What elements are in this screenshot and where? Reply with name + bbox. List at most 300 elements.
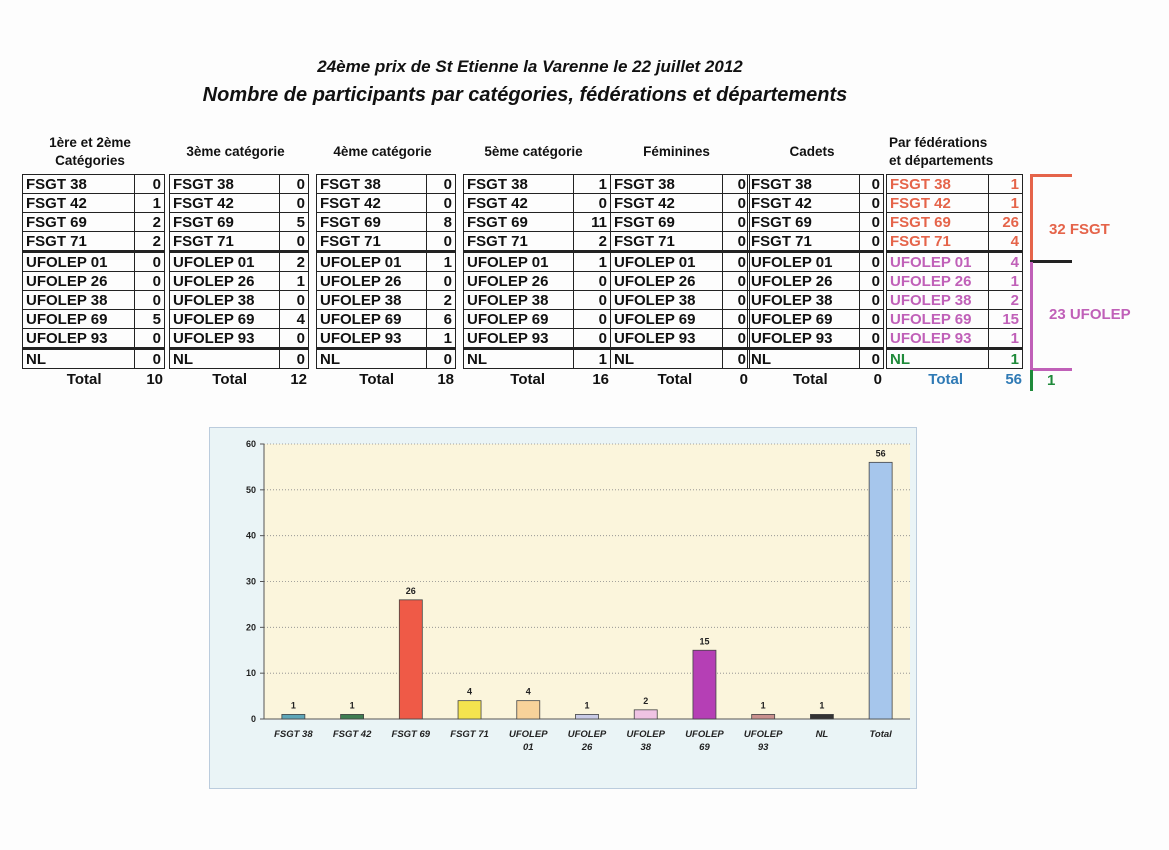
table-row bbox=[317, 291, 456, 310]
row-value: 4 bbox=[989, 252, 1023, 272]
row-label: FSGT 69 bbox=[887, 213, 989, 232]
x-tick-label-line: 38 bbox=[640, 742, 652, 753]
row-value: 0 bbox=[574, 291, 611, 310]
x-tick-label bbox=[816, 729, 829, 740]
total-value: 10 bbox=[146, 371, 163, 388]
x-tick-label-line: UFOLEP bbox=[626, 729, 665, 740]
table-row bbox=[464, 291, 611, 310]
table-row bbox=[464, 329, 611, 349]
total-row bbox=[169, 369, 309, 388]
table-row bbox=[23, 310, 165, 329]
total-row bbox=[22, 369, 165, 388]
row-value: 0 bbox=[723, 291, 750, 310]
data-label: 4 bbox=[467, 686, 473, 697]
x-tick-label-line: UFOLEP bbox=[509, 729, 548, 740]
row-value: 15 bbox=[989, 310, 1023, 329]
row-label: NL bbox=[887, 349, 989, 369]
table-row bbox=[611, 175, 750, 194]
x-tick-label bbox=[626, 729, 665, 753]
row-value: 0 bbox=[723, 329, 750, 349]
group-label-ufolep: 23 UFOLEP bbox=[1049, 306, 1131, 323]
row-value: 0 bbox=[280, 194, 309, 213]
row-label: UFOLEP 01 bbox=[23, 252, 135, 272]
row-label: FSGT 42 bbox=[464, 194, 574, 213]
row-value: 1 bbox=[574, 349, 611, 369]
table-row bbox=[464, 310, 611, 329]
row-value: 2 bbox=[989, 291, 1023, 310]
table-row bbox=[317, 272, 456, 291]
category-grid bbox=[169, 174, 309, 369]
table-row bbox=[464, 175, 611, 194]
group-label-fsgt: 32 FSGT bbox=[1049, 221, 1110, 238]
row-value: 2 bbox=[135, 213, 165, 232]
row-label: UFOLEP 01 bbox=[464, 252, 574, 272]
row-label: FSGT 71 bbox=[748, 232, 860, 252]
row-value: 6 bbox=[427, 310, 456, 329]
table-row bbox=[170, 194, 309, 213]
row-value: 0 bbox=[723, 310, 750, 329]
row-label: FSGT 71 bbox=[23, 232, 135, 252]
row-label: UFOLEP 38 bbox=[170, 291, 280, 310]
x-tick-label-line: FSGT 38 bbox=[274, 729, 313, 740]
table-row bbox=[23, 213, 165, 232]
table-row bbox=[887, 213, 1023, 232]
x-tick-label-line: NL bbox=[815, 729, 829, 740]
table-row bbox=[611, 291, 750, 310]
row-value: 4 bbox=[989, 232, 1023, 252]
row-label: NL bbox=[23, 349, 135, 369]
total-value: 0 bbox=[873, 371, 882, 388]
row-label: FSGT 38 bbox=[170, 175, 280, 194]
row-value: 0 bbox=[860, 349, 884, 369]
data-label: 4 bbox=[525, 686, 531, 697]
table-row bbox=[611, 194, 750, 213]
y-tick-label: 10 bbox=[245, 668, 256, 679]
table-row bbox=[170, 232, 309, 252]
table-row bbox=[887, 272, 1023, 291]
table-row bbox=[611, 252, 750, 272]
row-label: UFOLEP 38 bbox=[748, 291, 860, 310]
row-value: 0 bbox=[574, 310, 611, 329]
x-tick-label-line: 93 bbox=[757, 742, 769, 753]
x-tick-label bbox=[333, 729, 372, 740]
row-value: 0 bbox=[574, 272, 611, 291]
data-label: 26 bbox=[405, 585, 416, 596]
row-value: 2 bbox=[427, 291, 456, 310]
total-row bbox=[316, 369, 456, 388]
row-value: 2 bbox=[135, 232, 165, 252]
table-row bbox=[748, 252, 884, 272]
x-tick-label bbox=[509, 729, 548, 753]
row-label: UFOLEP 01 bbox=[317, 252, 427, 272]
x-tick-label-line: 26 bbox=[581, 742, 593, 753]
table-row bbox=[317, 329, 456, 349]
row-label: NL bbox=[317, 349, 427, 369]
separator-black bbox=[1030, 260, 1072, 263]
row-value: 0 bbox=[427, 232, 456, 252]
x-tick-label-line: 69 bbox=[699, 742, 710, 753]
table-row bbox=[748, 291, 884, 310]
bar bbox=[341, 714, 364, 719]
chart-panel bbox=[209, 427, 917, 789]
table-row bbox=[170, 175, 309, 194]
category-header: 3ème catégorie bbox=[186, 143, 285, 159]
category-header: 4ème catégorie bbox=[333, 143, 432, 159]
row-label: UFOLEP 93 bbox=[887, 329, 989, 349]
row-value: 1 bbox=[574, 252, 611, 272]
y-tick-label: 40 bbox=[245, 530, 256, 541]
row-label: UFOLEP 01 bbox=[611, 252, 723, 272]
table-row bbox=[611, 329, 750, 349]
row-value: 5 bbox=[280, 213, 309, 232]
total-value: 18 bbox=[437, 371, 454, 388]
table-row bbox=[887, 329, 1023, 349]
y-tick-label: 60 bbox=[245, 439, 256, 449]
row-label: FSGT 42 bbox=[887, 194, 989, 213]
total-row bbox=[610, 369, 750, 388]
row-value: 0 bbox=[427, 175, 456, 194]
row-label: UFOLEP 26 bbox=[23, 272, 135, 291]
row-value: 0 bbox=[427, 272, 456, 291]
table-row bbox=[611, 310, 750, 329]
row-label: NL bbox=[748, 349, 860, 369]
ufolep-bracket-bottom bbox=[1030, 368, 1072, 371]
federation-grid bbox=[886, 174, 1023, 369]
y-tick-label: 20 bbox=[245, 622, 256, 633]
row-label: UFOLEP 26 bbox=[170, 272, 280, 291]
row-label: UFOLEP 69 bbox=[464, 310, 574, 329]
x-tick-label bbox=[744, 729, 783, 753]
x-tick-label-line: FSGT 69 bbox=[391, 729, 431, 740]
table-row bbox=[887, 232, 1023, 252]
table-row bbox=[170, 310, 309, 329]
table-row bbox=[317, 213, 456, 232]
row-label: UFOLEP 38 bbox=[23, 291, 135, 310]
table-row bbox=[317, 175, 456, 194]
table-row bbox=[23, 272, 165, 291]
row-value: 0 bbox=[574, 329, 611, 349]
row-value: 0 bbox=[135, 329, 165, 349]
category-table bbox=[169, 129, 309, 388]
data-label: 2 bbox=[643, 695, 649, 706]
table-row bbox=[611, 213, 750, 232]
table-row bbox=[317, 349, 456, 369]
table-row bbox=[611, 349, 750, 369]
x-tick-label-line: 01 bbox=[522, 742, 534, 753]
table-row bbox=[611, 232, 750, 252]
data-label: 56 bbox=[875, 448, 886, 459]
row-label: UFOLEP 38 bbox=[887, 291, 989, 310]
table-row bbox=[317, 310, 456, 329]
table-row bbox=[748, 272, 884, 291]
row-label: FSGT 42 bbox=[23, 194, 135, 213]
row-label: UFOLEP 69 bbox=[611, 310, 723, 329]
table-row bbox=[23, 232, 165, 252]
row-value: 0 bbox=[427, 349, 456, 369]
row-value: 26 bbox=[989, 213, 1023, 232]
row-label: UFOLEP 01 bbox=[170, 252, 280, 272]
row-label: FSGT 69 bbox=[317, 213, 427, 232]
table-row bbox=[748, 349, 884, 369]
row-label: FSGT 42 bbox=[170, 194, 280, 213]
row-value: 0 bbox=[280, 329, 309, 349]
y-tick-label: 0 bbox=[250, 714, 256, 724]
row-label: FSGT 69 bbox=[464, 213, 574, 232]
row-label: FSGT 38 bbox=[887, 175, 989, 194]
table-row bbox=[23, 175, 165, 194]
data-label: 1 bbox=[584, 700, 590, 711]
row-label: FSGT 69 bbox=[23, 213, 135, 232]
row-value: 0 bbox=[860, 175, 884, 194]
category-header: Féminines bbox=[643, 143, 710, 159]
row-value: 0 bbox=[860, 194, 884, 213]
row-value: 1 bbox=[989, 272, 1023, 291]
category-grid bbox=[22, 174, 165, 369]
federation-header: Par fédérations et départements bbox=[889, 134, 994, 168]
table-row bbox=[317, 194, 456, 213]
row-label: FSGT 71 bbox=[170, 232, 280, 252]
row-value: 4 bbox=[280, 310, 309, 329]
category-grid bbox=[463, 174, 611, 369]
row-label: UFOLEP 01 bbox=[748, 252, 860, 272]
table-row bbox=[464, 252, 611, 272]
row-label: FSGT 69 bbox=[611, 213, 723, 232]
row-value: 5 bbox=[135, 310, 165, 329]
group-label-nl: 1 bbox=[1047, 372, 1056, 389]
row-label: FSGT 71 bbox=[611, 232, 723, 252]
total-label: Total bbox=[66, 371, 102, 388]
row-value: 0 bbox=[280, 175, 309, 194]
bar bbox=[810, 714, 833, 719]
table-row bbox=[887, 291, 1023, 310]
row-value: 1 bbox=[280, 272, 309, 291]
row-label: UFOLEP 38 bbox=[317, 291, 427, 310]
total-row bbox=[463, 369, 611, 388]
table-row bbox=[464, 194, 611, 213]
row-value: 0 bbox=[135, 252, 165, 272]
row-value: 0 bbox=[135, 272, 165, 291]
table-row bbox=[464, 272, 611, 291]
row-label: FSGT 42 bbox=[317, 194, 427, 213]
table-row bbox=[23, 194, 165, 213]
table-row bbox=[170, 291, 309, 310]
row-value: 0 bbox=[723, 194, 750, 213]
bar bbox=[282, 714, 305, 719]
row-label: UFOLEP 38 bbox=[464, 291, 574, 310]
table-row bbox=[170, 329, 309, 349]
table-row bbox=[170, 213, 309, 232]
total-label: Total bbox=[928, 371, 964, 388]
category-grid bbox=[316, 174, 456, 369]
x-tick-label-line: Total bbox=[869, 729, 892, 740]
row-value: 1 bbox=[427, 252, 456, 272]
row-value: 0 bbox=[860, 232, 884, 252]
x-tick-label-line: UFOLEP bbox=[743, 729, 783, 740]
total-value: 56 bbox=[1005, 371, 1022, 388]
category-table bbox=[22, 129, 165, 388]
row-label: FSGT 38 bbox=[317, 175, 427, 194]
x-tick-label bbox=[568, 729, 607, 753]
table-row bbox=[464, 213, 611, 232]
row-label: UFOLEP 38 bbox=[611, 291, 723, 310]
row-value: 1 bbox=[989, 194, 1023, 213]
row-label: UFOLEP 26 bbox=[611, 272, 723, 291]
x-tick-label-line: UFOLEP bbox=[685, 729, 724, 740]
table-row bbox=[23, 291, 165, 310]
row-label: UFOLEP 69 bbox=[317, 310, 427, 329]
row-label: FSGT 71 bbox=[887, 232, 989, 252]
table-row bbox=[748, 232, 884, 252]
category-table bbox=[610, 129, 750, 388]
fsgt-bracket-vertical bbox=[1030, 174, 1033, 262]
row-label: NL bbox=[170, 349, 280, 369]
row-value: 1 bbox=[135, 194, 165, 213]
row-value: 0 bbox=[135, 291, 165, 310]
x-tick-label bbox=[685, 729, 724, 753]
table-row bbox=[887, 194, 1023, 213]
x-tick-label-line: UFOLEP bbox=[567, 729, 607, 740]
row-label: FSGT 38 bbox=[464, 175, 574, 194]
row-value: 1 bbox=[989, 329, 1023, 349]
category-header: 5ème catégorie bbox=[484, 143, 583, 159]
total-row bbox=[886, 369, 1034, 388]
row-label: UFOLEP 01 bbox=[887, 252, 989, 272]
table-row bbox=[748, 175, 884, 194]
table-row bbox=[887, 175, 1023, 194]
row-value: 0 bbox=[723, 175, 750, 194]
x-tick-label bbox=[274, 729, 313, 740]
y-tick-label: 50 bbox=[245, 484, 256, 495]
row-value: 0 bbox=[860, 252, 884, 272]
fsgt-bracket-top bbox=[1030, 174, 1072, 177]
table-row bbox=[464, 349, 611, 369]
data-label: 1 bbox=[290, 700, 296, 711]
row-label: UFOLEP 93 bbox=[317, 329, 427, 349]
row-label: FSGT 71 bbox=[317, 232, 427, 252]
row-label: UFOLEP 93 bbox=[23, 329, 135, 349]
total-label: Total bbox=[359, 371, 395, 388]
row-value: 2 bbox=[574, 232, 611, 252]
row-label: UFOLEP 26 bbox=[748, 272, 860, 291]
nl-bracket-vertical bbox=[1030, 370, 1033, 391]
row-value: 0 bbox=[860, 291, 884, 310]
ufolep-bracket-vertical bbox=[1030, 262, 1033, 370]
row-value: 0 bbox=[135, 175, 165, 194]
row-value: 0 bbox=[860, 329, 884, 349]
table-row bbox=[748, 194, 884, 213]
row-value: 11 bbox=[574, 213, 611, 232]
total-row bbox=[747, 369, 884, 388]
table-row bbox=[23, 252, 165, 272]
total-label: Total bbox=[212, 371, 248, 388]
table-row bbox=[887, 252, 1023, 272]
x-tick-label bbox=[392, 729, 431, 740]
bar bbox=[752, 714, 775, 719]
category-grid bbox=[747, 174, 884, 369]
category-header: Cadets bbox=[789, 143, 835, 159]
table-row bbox=[748, 213, 884, 232]
row-label: FSGT 71 bbox=[464, 232, 574, 252]
row-value: 0 bbox=[723, 272, 750, 291]
table-row bbox=[748, 310, 884, 329]
table-row bbox=[317, 232, 456, 252]
bar bbox=[458, 701, 481, 719]
row-label: NL bbox=[464, 349, 574, 369]
bar bbox=[693, 650, 716, 719]
total-label: Total bbox=[792, 371, 828, 388]
row-value: 0 bbox=[135, 349, 165, 369]
row-label: UFOLEP 69 bbox=[887, 310, 989, 329]
bar bbox=[576, 714, 599, 719]
total-value: 16 bbox=[592, 371, 609, 388]
row-label: UFOLEP 93 bbox=[611, 329, 723, 349]
row-value: 1 bbox=[574, 175, 611, 194]
row-value: 2 bbox=[280, 252, 309, 272]
table-row bbox=[887, 310, 1023, 329]
row-value: 0 bbox=[860, 213, 884, 232]
table-row bbox=[23, 349, 165, 369]
total-value: 12 bbox=[290, 371, 307, 388]
table-row bbox=[464, 232, 611, 252]
title-line-1: 24ème prix de St Etienne la Varenne le 22 juillet 2012 bbox=[317, 57, 743, 76]
bar bbox=[517, 701, 540, 719]
row-label: UFOLEP 26 bbox=[887, 272, 989, 291]
federation-table bbox=[886, 129, 1034, 388]
row-label: UFOLEP 69 bbox=[170, 310, 280, 329]
bar bbox=[399, 600, 422, 719]
total-label: Total bbox=[510, 371, 546, 388]
row-value: 0 bbox=[723, 213, 750, 232]
x-tick-label bbox=[869, 729, 892, 740]
row-value: 0 bbox=[427, 194, 456, 213]
row-label: UFOLEP 93 bbox=[170, 329, 280, 349]
row-value: 0 bbox=[280, 349, 309, 369]
title-line-2: Nombre de participants par catégories, fédérations et départements bbox=[202, 84, 848, 106]
category-header: 1ère et 2ème Catégories bbox=[49, 134, 131, 168]
row-value: 1 bbox=[427, 329, 456, 349]
table-row bbox=[170, 272, 309, 291]
data-label: 1 bbox=[349, 700, 355, 711]
row-value: 0 bbox=[860, 310, 884, 329]
category-table bbox=[316, 129, 456, 388]
row-value: 8 bbox=[427, 213, 456, 232]
row-label: FSGT 38 bbox=[611, 175, 723, 194]
row-label: FSGT 69 bbox=[170, 213, 280, 232]
data-label: 1 bbox=[819, 700, 825, 711]
table-row bbox=[170, 252, 309, 272]
row-value: 1 bbox=[989, 349, 1023, 369]
row-value: 0 bbox=[280, 291, 309, 310]
row-label: UFOLEP 26 bbox=[464, 272, 574, 291]
table-row bbox=[317, 252, 456, 272]
table-row bbox=[887, 349, 1023, 369]
row-value: 0 bbox=[574, 194, 611, 213]
bar-chart bbox=[210, 428, 916, 788]
row-value: 0 bbox=[280, 232, 309, 252]
total-value: 0 bbox=[739, 371, 748, 388]
row-value: 0 bbox=[723, 232, 750, 252]
row-label: FSGT 38 bbox=[748, 175, 860, 194]
row-label: FSGT 42 bbox=[611, 194, 723, 213]
total-label: Total bbox=[657, 371, 693, 388]
row-label: FSGT 38 bbox=[23, 175, 135, 194]
row-label: UFOLEP 69 bbox=[748, 310, 860, 329]
row-label: UFOLEP 93 bbox=[464, 329, 574, 349]
row-value: 0 bbox=[860, 272, 884, 291]
row-value: 0 bbox=[723, 349, 750, 369]
row-label: UFOLEP 26 bbox=[317, 272, 427, 291]
bar bbox=[869, 462, 892, 719]
